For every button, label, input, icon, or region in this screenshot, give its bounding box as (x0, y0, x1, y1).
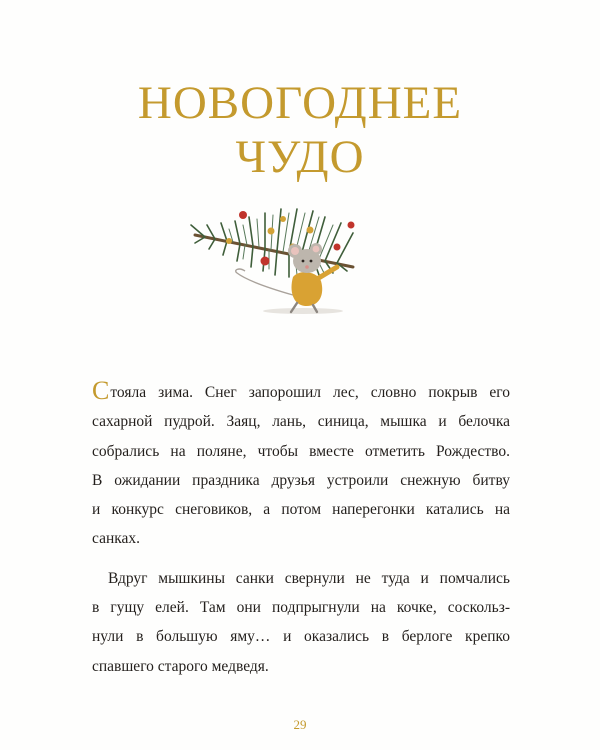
mouse-carrying-christmas-tree-icon (185, 195, 370, 325)
page-number: 29 (293, 717, 307, 732)
paragraph-1 (92, 376, 510, 554)
text-line: спавшего старого медведя. (92, 657, 269, 675)
text-line: и конкурс снеговиков, а потом наперегонки катались на (92, 501, 510, 519)
text-line: собрались на поляне, чтобы вместе отметить Рождество. (92, 442, 510, 460)
text-line: нули в большую яму… и оказались в берлоге крепко (92, 628, 510, 646)
text-line (92, 376, 510, 407)
text-line-rest: тояла зима. Снег запорошил лес, словно покрыв его (110, 384, 510, 401)
text-line: в гущу елей. Там они подпрыгнули на кочке, соскольз- (92, 599, 510, 617)
paragraph-2 (92, 564, 510, 681)
page-title-line-2: ЧУДО (235, 131, 365, 183)
drop-cap: С (92, 376, 110, 405)
text-line: сахарной пудрой. Заяц, лань, синица, мышка и белочка (92, 413, 510, 431)
text-line: Вдруг мышкины санки свернули не туда и помчались (108, 569, 510, 587)
text-line: санках. (92, 530, 141, 548)
story-text (92, 376, 510, 681)
text-line: В ожидании праздника друзья устроили снежную битву (92, 471, 510, 489)
page-title-line-1: НОВОГОДНЕЕ (137, 77, 463, 129)
